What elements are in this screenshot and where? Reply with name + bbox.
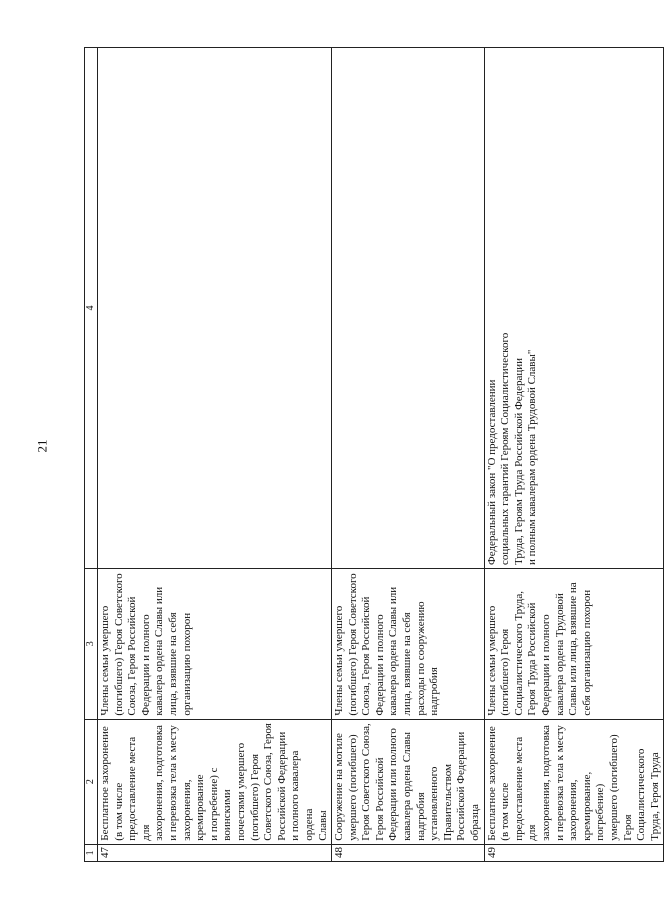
row-number: 47: [98, 844, 332, 861]
table-row: [484, 48, 664, 862]
basis-cell: [332, 48, 485, 569]
service-cell: Сооружение на могиле умершего (погибшего) Героя Советского Союза, Героя Российской Федерации или полного кавалера ордена Славы надгробия установленного Правительством Российской Федерации образца: [332, 719, 485, 844]
rotated-table-container: [84, 47, 661, 862]
header-col-3: 3: [85, 568, 98, 719]
header-col-2: 2: [85, 719, 98, 844]
table-header-row: [85, 48, 98, 862]
service-cell: Бесплатное захоронение (в том числе предоставление места для захоронения, подготовка и перевозка тела к месту захоронения, кремирование и погребение) с воинскими почестями умершего (погибшего) Героя Советского Союза, Героя Российской Федерации и полного кавалера ордена Славы: [98, 719, 332, 844]
recipients-cell: Члены семьи умершего (погибшего) Героя Советского Союза, Героя Российской Федерации и полного кавалера ордена Славы или лица, взявшие на себя расходы по сооружению надгробия: [332, 568, 485, 719]
header-col-1: 1: [85, 844, 98, 861]
table-row: [332, 48, 485, 862]
service-cell: Бесплатное захоронение (в том числе предоставление места для захоронения, подготовка и перевозка тела к месту захоронения, кремирование, погребение) умершего (погибшего) Героя Социалистического Труда, Героя Труда: [484, 719, 664, 844]
recipients-cell: Члены семьи умершего (погибшего) Героя Советского Союза, Героя Российской Федерации и полного кавалера ордена Славы или лица, взявшие на себя организацию похорон: [98, 568, 332, 719]
basis-cell: [98, 48, 332, 569]
row-number: 48: [332, 844, 485, 861]
basis-cell: Федеральный закон "О предоставлении социальных гарантий Героям Социалистического Труда, Героям Труда Российской Федерации и полным кавалерам ордена Трудовой Славы": [484, 48, 664, 569]
row-number: 49: [484, 844, 664, 861]
header-col-4: 4: [85, 48, 98, 569]
recipients-cell: Члены семьи умершего (погибшего) Героя Социалистического Труда, Героя Труда Российской Федерации и полного кавалера ордена Трудовой Славы или лица, взявшие на себя организацию похорон: [484, 568, 664, 719]
page-number: 21: [34, 439, 50, 453]
table-row: [98, 48, 332, 862]
benefits-table: [84, 47, 664, 862]
